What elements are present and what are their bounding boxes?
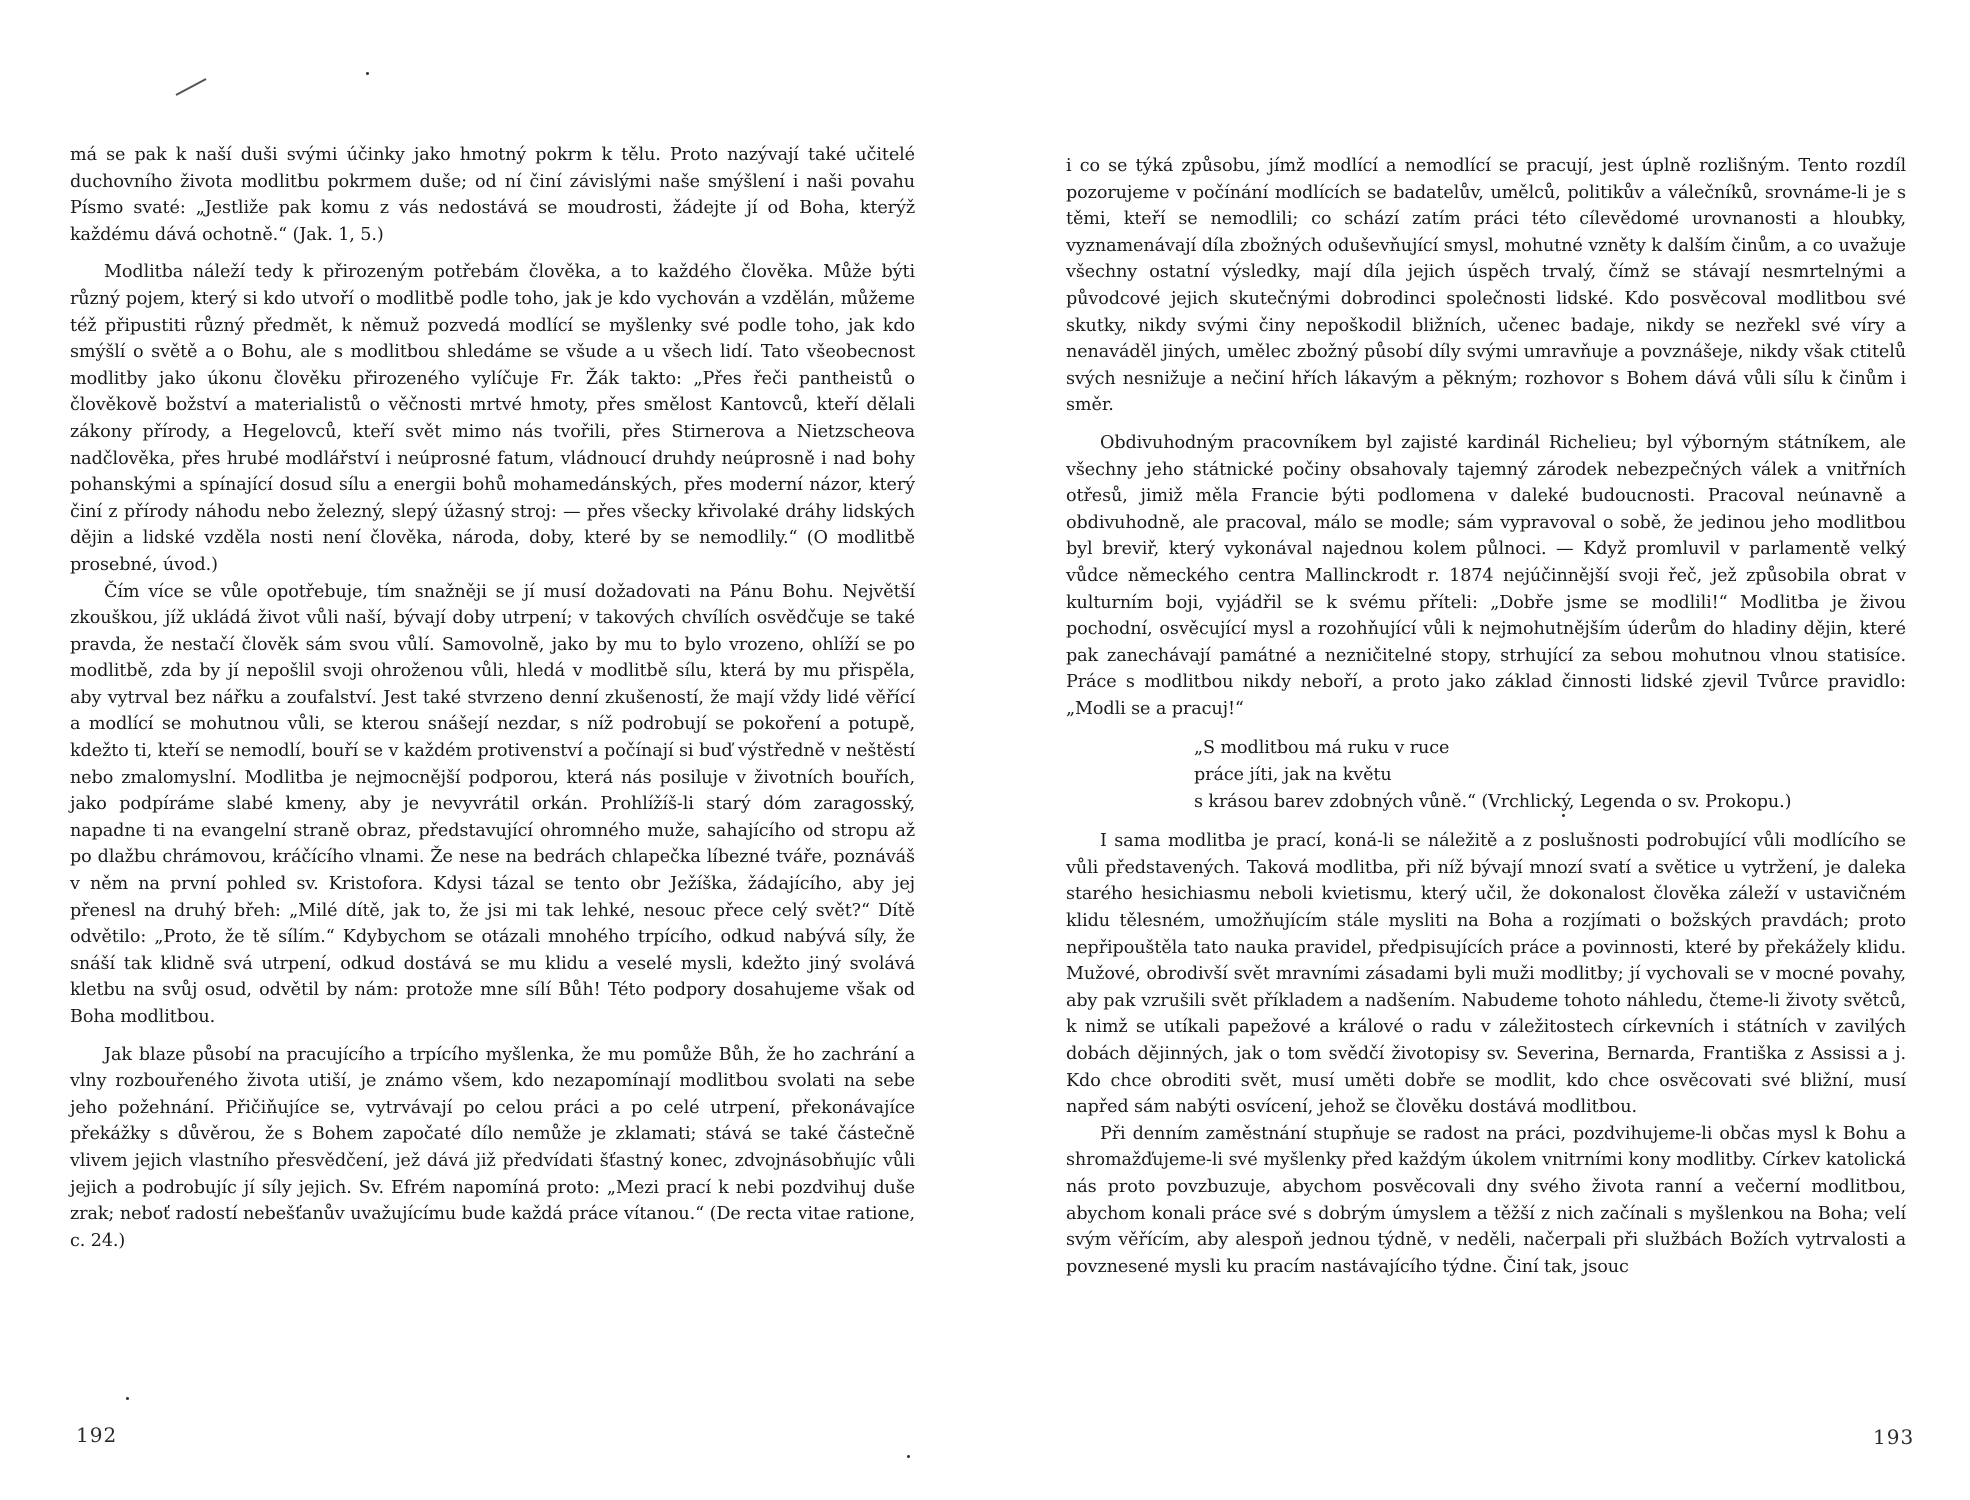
poem-quote — [1194, 735, 1906, 815]
ink-speck — [907, 1455, 910, 1458]
paragraph: Obdivuhodným pracovníkem byl zajisté kardinál Richelieu; byl výborným státníkem, ale všechny jeho státnické počiny obsahovaly tajemný zárodek nebezpečných válek a vnitřních otřesů, jimiž měla Francie býti podlomena v daleké budoucnosti. Pracoval neúnavně a obdivuhodně, ale pracoval, málo se modle; sám vypravoval o sobě, že jedinou jeho modlitbou byl breviř, který vykonával najednou kolem půlnoci. — Když promluvil v parlamentě velký vůdce německého centra Mallinckrodt r. 1874 nejúčinnější svoji řeč, jež způsobila obrat v kulturním boji, vyjádřil se k svému příteli: „Dobře jsme se modlili!“ Modlitba je živou pochodní, osvěcující mysl a rozohňující vůli k nejmohutnějším úderům do hladiny dějin, které pak zanechávají památné a nezničitelné stopy, strhující za sebou mohutnou vlnou statisíce. Práce s modlitbou nikdy neboří, a proto jako základ činnosti lidské zjevil Tvůrce pravidlo: „Modli se a pracuj!“ — [1066, 432, 1906, 719]
paragraph: Při denním zaměstnání stupňuje se radost na práci, pozdvihujeme-li občas mysl k Bohu a shromažďujeme-li své myšlenky před každým úkolem vnitrními kony modlitby. Církev katolická nás proto povzbuzuje, abychom posvěcovali dny svého života ranní a večerní modlitbou, abychom konali práce své s dobrým úmyslem a těžší z nich začínali s myšlenkou na Boha; velí svým věřícím, aby alespoň jednou týdně, v neděli, načerpali při službách Božích vytrvalosti a povznesené mysli ku pracím nastávajícího týdne. Činí tak, jsouc — [1066, 1123, 1906, 1277]
paragraph: má se pak k naší duši svými účinky jako hmotný pokrm k tělu. Proto nazývají také učitelé duchovního života modlitbu pokrmem duše; od ní činí závislými naše smýšlení i naši povahu Písmo svaté: „Jestliže pak komu z vás nedostává se moudrosti, žádejte jí od Boha, kterýž každému dává ochotně.“ (Jak. 1, 5.) — [70, 145, 915, 245]
pen-stroke-mark — [176, 78, 207, 96]
paragraph: Modlitba náleží tedy k přirozeným potřebám člověka, a to každého člověka. Může býti různý pojem, který si kdo utvoří o modlitbě podle toho, jak je kdo vychován a vzdělán, můžeme též připustiti různý předmět, k němuž pozvedá modlící se myšlenky své podle toho, jak kdo smýšlí o světě a o Bohu, ale s modlitbou shledáme se všude a u všech lidí. Tato všeobecnost modlitby jako úkonu člověku přirozeného vylíčuje Fr. Žák takto: „Přes řeči pantheistů o člověkově božství a materialistů o věčnosti mrtvé hmoty, přes smělost Kantovců, kteří dělali zákony přírody, a Hegelovců, kteří svět mimo nás tvořili, přes Stirnerova a Nietzscheova nadčlověka, přes hrubé modlářství i neúprosné fatum, vládnoucí druhdy neúprosně i nad bohy pohanskými a spínající dosud sílu a energii bohů mohamedánských, přes moderní názor, který činí z přírody náhodu nebo železný, slepý úžasný stroj: — přes všecky křivolaké dráhy lidských dějin a lidské vzděla nosti není člověka, národa, doby, které by se nemodlily.“ (O modlitbě prosebné, úvod.) — [70, 262, 915, 575]
right-page — [985, 0, 1970, 1500]
ink-speck — [366, 72, 369, 75]
paragraph: I sama modlitba je prací, koná-li se náležitě a z poslušnosti podrobující vůli modlícího se vůli představených. Taková modlitba, při níž bývají mnozí svatí a světice u vytržení, je daleka starého hesichiasmu neboli kvietismu, který učil, že dokonalost člověka záleží v ustavičném klidu tělesném, umožňujícím stále mysliti na Boha a rozjímati o božských pravdách; proto nepřipouštěla tato nauka pravidel, předpisujících práce a povinnosti, které by překážely klidu. Mužové, obrodivší svět mravními zásadami byli muži modlitby; jí vychovali se v mocné povahy, aby pak vzrušili svět příkladem a nadšením. Nabudeme tohoto náhledu, čteme-li životy světců, k nimž se utíkali papežové a králové o radu v záležitostech církevních i státních v zavilých dobách dějinných, jak o tom svědčí životopisy sv. Severina, Bernarda, Františka z Assissi a j. Kdo chce obroditi svět, musí uměti dobře se modlit, kdo chce osvěcovati své bližní, musí napřed sám nabýti osvícení, jehož se člověku dostává modlitbou. — [1066, 831, 1906, 1118]
paragraph: Čím více se vůle opotřebuje, tím snažněji se jí musí dožadovati na Pánu Bohu. Největší zkouškou, jíž ukládá život vůli naší, bývají doby utrpení; v takových chvílích osvědčuje se také pravda, že nestačí člověk sám svou vůlí. Samovolně, jako by mu to bylo vrozeno, ohlíží se po modlitbě, zda by jí nepošlil svoji ohroženou vůli, hledá v modlitbě sílu, která by mu přispěla, aby vytrval bez nářku a zoufalství. Jest také stvrzeno denní zkušeností, že mají vždy lidé věřící a modlící se mohutnou vůli, se kterou snášejí nezdar, s níž podrobují se pokoření a potupě, kdežto ti, kteří se nemodlí, bouří se v každém protivenství a počínají si buď výstředně v neštěstí nebo zmalomyslní. Modlitba je nejmocnější podporou, která nás posiluje v životních bouřích, jako podpíráme slabé kmeny, aby je nevyvrátil orkán. Prohlížíš-li starý dóm zaragosský, napadne ti na evangelní straně obraz, představující ohromného muže, sahajícího od stropu až po dlažbu chrámovou, kráčícího vlnami. Že nese na bedrách chlapečka líbezné tváře, poznáváš v něm na první pohled sv. Kristofora. Kdysi tázal se tento obr Ježíška, žádajícího, aby jej přenesl na druhý břeh: „Milé dítě, jak to, že jsi mi tak lehké, nesouc přece celý svět?“ Dítě odvětilo: „Proto, že tě sílím.“ Kdybychom se otázali mnohého trpícího, odkud nabývá síly, že snáší tak klidně svá utrpení, odkud dostává se mu klidu a veselé mysli, kdežto jiný svolává kletbu na svůj osud, odvětil by nám: protože mne sílí Bůh! Této podpory dosahujeme však od Boha modlitbou. — [70, 581, 915, 1027]
paragraph: Jak blaze působí na pracujícího a trpícího myšlenka, že mu pomůže Bůh, že ho zachrání a vlny rozbouřeného života utiší, je známo všem, kdo nezapomínají modlitbou svolati na sebe jeho požehnání. Přičiňujíce se, vytrvávají po celou práci a po celé utrpení, překonávajíce překážky s důvěrou, že s Bohem započaté dílo nemůže je zklamati; stává se také částečně vlivem jejich vlastního přesvědčení, jež dává již předvídati šťastný konec, zdvojnásobňujíc vůli jejich a podrobujíc jí síly jejich. Sv. Efrém napomíná proto: „Mezi prací k nebi pozdvihuj duše zrak; neboť radostí nebešťanův uvažujícímu bude každá práce vítanou.“ (De recta vitae ratione, c. 24.) — [70, 1044, 915, 1251]
poem-line: „S modlitbou má ruku v ruce — [1194, 738, 1450, 759]
paragraph: i co se týká způsobu, jímž modlící a nemodlící se pracují, jest úplně rozlišným. Tento rozdíl pozorujeme v počínání modlících se badatelův, umělců, politikův a válečníků, srovnáme-li je s těmi, kteří se nemodlili; co schází zatím práci této cílevědomé urovnanosti a hloubky, vyznamenávají díla zbožných oduševňující smysl, mohutné vzněty k dalším činům, a co uvažuje všechny ostatní výsledky, mají díla jejich úspěch trvalý, čímž se stávají nesmrtelnými a původcové jejich skutečnými dobrodinci společnosti lidské. Kdo posvěcoval modlitbou své skutky, nikdy svými činy nepoškodil bližních, učenec badaje, nikdy se nezřekl své víry a nenaváděl jiných, umělec zbožný působí díly svými umravňuje a povznášeje, nikdy však ctitelů svých nesnižuje a nečiní hřích lákavým a pěkným; rozhovor s Bohem dává vůli sílu k činům i směr. — [1066, 156, 1906, 416]
right-page-text — [1066, 153, 1906, 1280]
poem-line: práce jíti, jak na květu — [1194, 765, 1392, 786]
left-page-text — [70, 142, 915, 1254]
poem-line: s krásou barev zdobných vůně.“ (Vrchlický, Legenda o sv. Prokopu.) — [1194, 791, 1792, 812]
page-number: 192 — [76, 1423, 118, 1447]
page-number: 193 — [1873, 1425, 1915, 1449]
ink-speck — [126, 1397, 129, 1400]
